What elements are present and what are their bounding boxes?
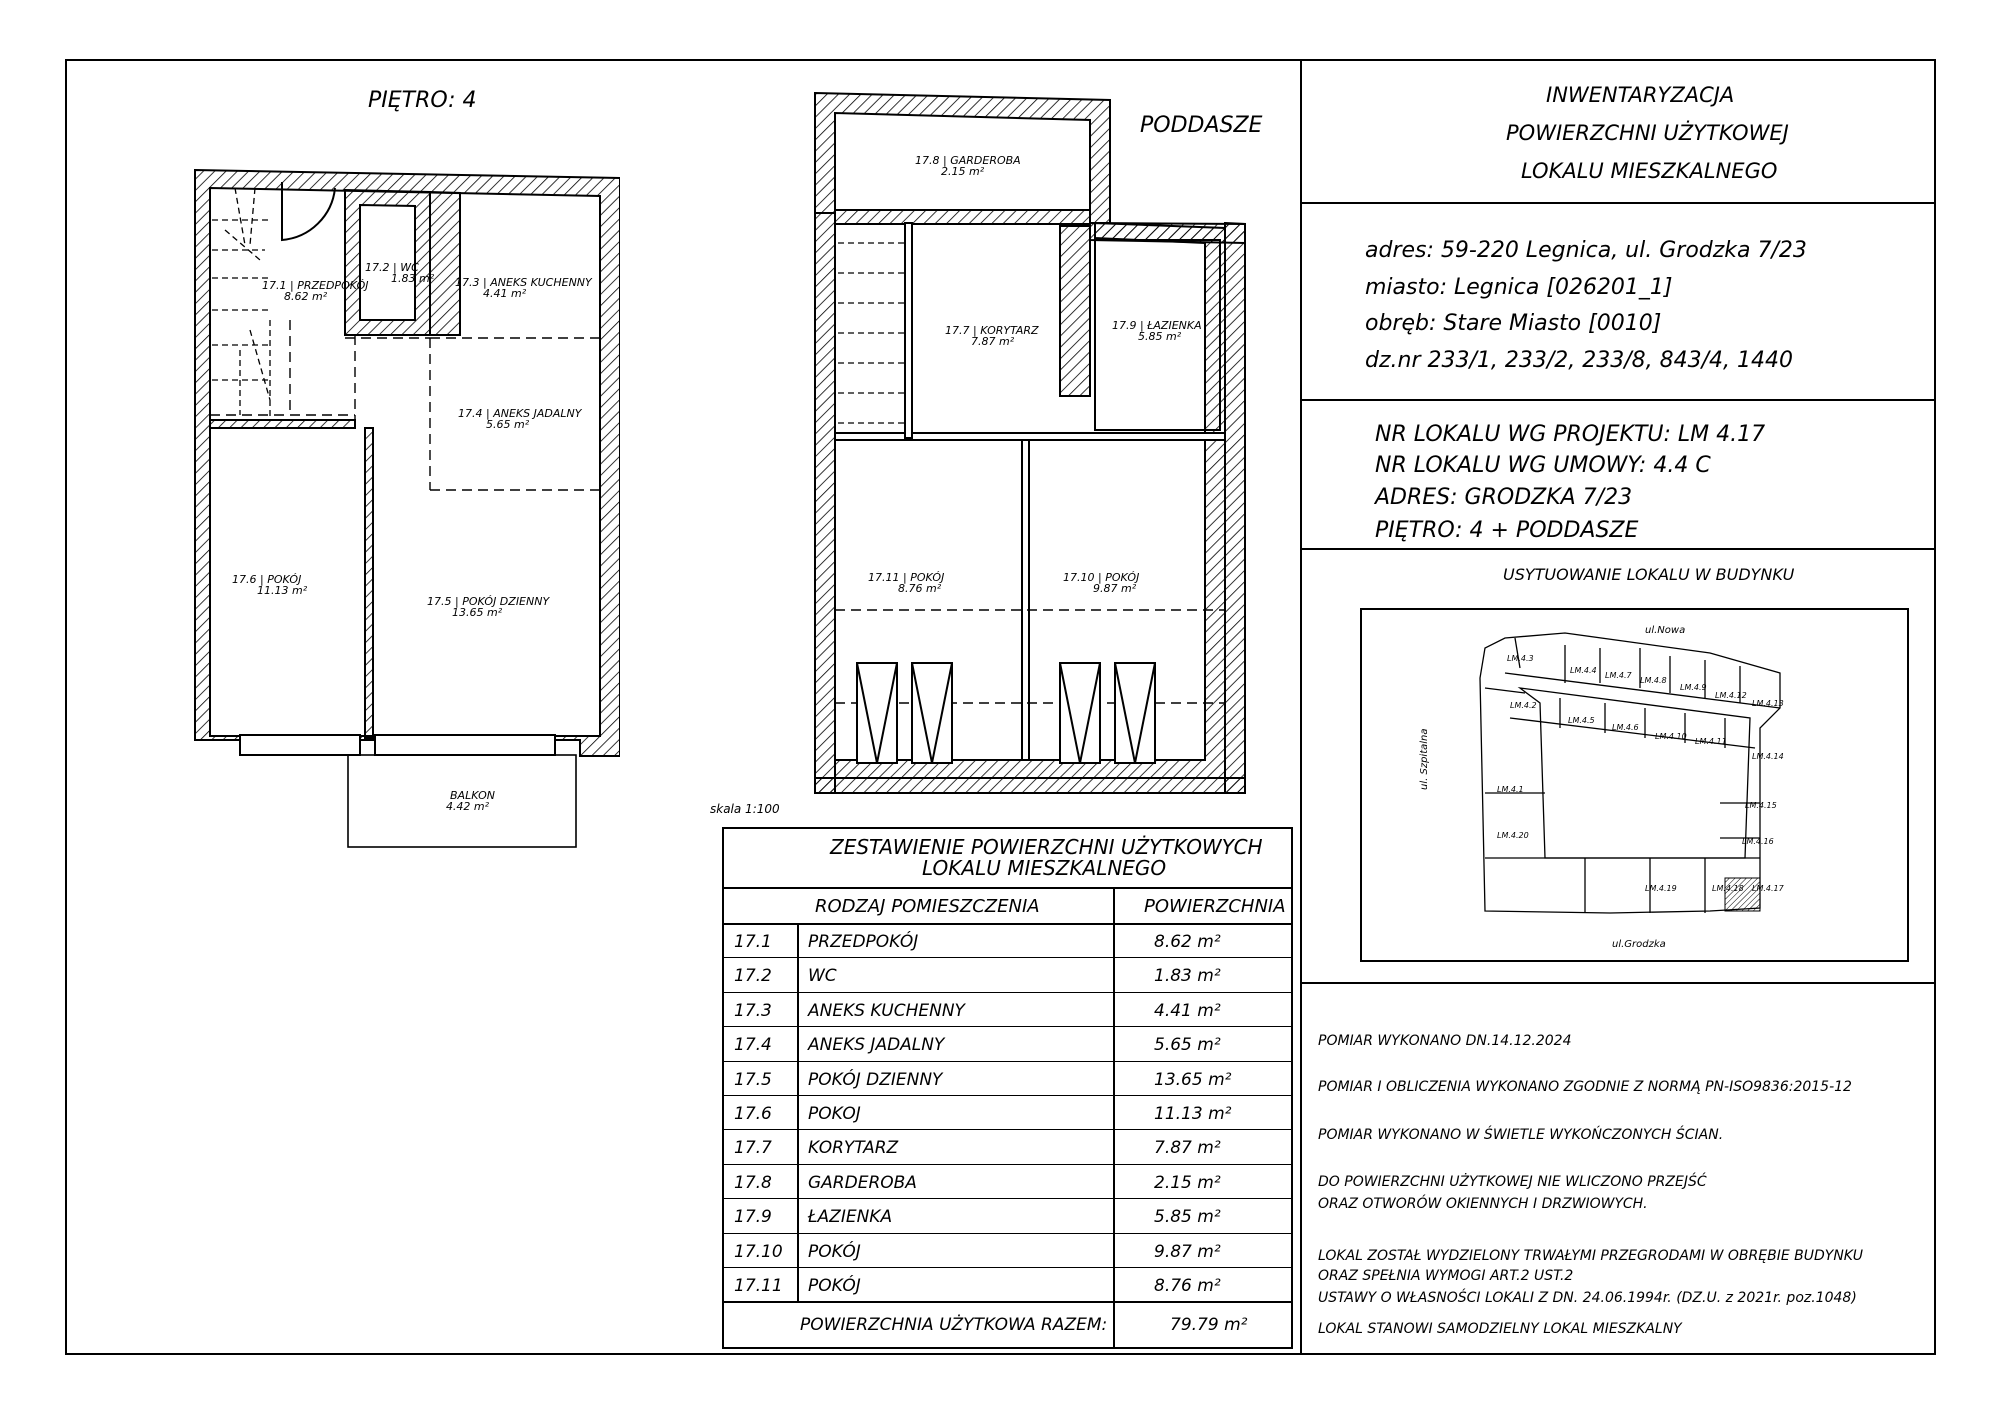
table-row (722, 1095, 1293, 1129)
room-num: 17.1 (262, 279, 287, 292)
table-cell-name: PRZEDPOKÓJ (808, 932, 919, 952)
table-cell-area: 2.15 m² (1154, 1172, 1221, 1193)
scale-label: skala 1:100 (710, 802, 780, 816)
note-3: POMIAR WYKONANO W ŚWIETLE WYKOŃCZONYCH ŚCIAN. (1318, 1127, 1724, 1143)
table-cell-num: 17.5 (734, 1069, 772, 1090)
unit-lm411: LM.4.11 (1695, 737, 1727, 746)
address-line-2: miasto: Legnica [026201_1] (1365, 275, 1673, 300)
table-cell-area: 4.41 m² (1154, 1000, 1221, 1021)
room-name: POKÓJ (267, 573, 302, 586)
wc-partition (430, 192, 460, 335)
unit-lm415: LM.4.15 (1745, 801, 1777, 810)
garderoba-floor-wall (835, 210, 1090, 224)
floor4-label: PIĘTRO: 4 (368, 88, 477, 113)
table-row (722, 957, 1293, 991)
room-17-8-label: 17.8 | GARDEROBA 2.15 m² (915, 154, 1021, 178)
table-row (722, 1267, 1293, 1301)
unit-line-3: ADRES: GRODZKA 7/23 (1375, 485, 1633, 510)
table-cell-area: 1.83 m² (1154, 966, 1221, 987)
room-num: 17.9 (1112, 319, 1137, 332)
room-area: 4.41 m² (483, 287, 527, 300)
room-17-2-label: 17.2 | WC 1.83 m² (365, 261, 435, 285)
table-cell-area: 9.87 m² (1154, 1241, 1221, 1262)
room-area: 13.65 m² (452, 606, 503, 619)
unit-line-4: PIĘTRO: 4 + PODDASZE (1375, 518, 1639, 543)
area-table (722, 827, 1293, 1349)
table-cell-num: 17.6 (734, 1104, 772, 1124)
note-9: LOKAL STANOWI SAMODZIELNY LOKAL MIESZKALNY (1318, 1321, 1682, 1337)
unit-lm43: LM.4.3 (1507, 654, 1534, 663)
unit-lm46: LM.4.6 (1612, 723, 1639, 732)
room-num: 17.7 (945, 324, 970, 337)
unit-lm418: LM.4.18 (1712, 884, 1744, 893)
unit-lm42: LM.4.2 (1510, 701, 1537, 710)
attic-right-wall (1225, 223, 1245, 793)
unit-lm416: LM.4.16 (1742, 837, 1774, 846)
table-col-type: RODZAJ POMIESZCZENIA (815, 896, 1040, 917)
balcony-name: BALKON (450, 789, 496, 802)
table-row (722, 1198, 1293, 1232)
street-south: ul.Grodzka (1612, 939, 1666, 950)
note-4: DO POWIERZCHNI UŻYTKOWEJ NIE WLICZONO PRZEJŚĆ (1318, 1174, 1707, 1190)
unit-line-1: NR LOKALU WG PROJEKTU: LM 4.17 (1375, 422, 1766, 447)
courtyard (1520, 688, 1750, 858)
table-cell-num: 17.11 (734, 1276, 783, 1296)
attic-left-wall (815, 213, 835, 793)
highlighted-unit (1725, 878, 1760, 911)
table-cell-num: 17.10 (734, 1241, 783, 1262)
table-cell-name: ANEKS KUCHENNY (808, 1000, 965, 1021)
room-area: 5.85 m² (1138, 330, 1182, 343)
table-line (722, 1301, 1293, 1303)
panel-line (1300, 548, 1936, 550)
floor4-outer-wall (195, 170, 620, 756)
room-17-1-label: 17.1 | PRZEDPOKÓJ 8.62 m² (262, 279, 369, 303)
table-cell-area: 8.62 m² (1154, 932, 1221, 952)
unit-lm49: LM.4.9 (1680, 683, 1707, 692)
room-17-6-label: 17.6 | POKÓJ 11.13 m² (232, 573, 308, 597)
wall-17-6-17-5 (365, 428, 373, 738)
table-cell-num: 17.7 (734, 1138, 772, 1159)
header-title-2: POWIERZCHNI UŻYTKOWEJ (1506, 121, 1789, 145)
table-cell-name: WC (808, 966, 837, 987)
unit-lm417: LM.4.17 (1752, 884, 1784, 893)
table-col-area: POWIERZCHNIA (1144, 896, 1286, 917)
table-cell-name: KORYTARZ (808, 1138, 899, 1159)
note-6: LOKAL ZOSTAŁ WYDZIELONY TRWAŁYMI PRZEGRODAMI W OBRĘBIE BUDYNKU (1318, 1248, 1863, 1264)
balcony-area: 4.42 m² (445, 800, 490, 813)
table-cell-num: 17.8 (734, 1172, 772, 1193)
unit-lm41: LM.4.1 (1497, 785, 1524, 794)
table-cell-num: 17.1 (734, 932, 772, 952)
table-cell-num: 17.9 (734, 1207, 772, 1228)
room-area: 1.83 m² (391, 272, 435, 285)
room-name: KORYTARZ (980, 324, 1039, 337)
unit-lm47: LM.4.7 (1605, 671, 1632, 680)
table-cell-num: 17.2 (734, 966, 772, 987)
address-line-3: obręb: Stare Miasto [0010] (1365, 311, 1662, 336)
attic-room-divider (835, 433, 1225, 440)
table-cell-name: ANEKS JADALNY (808, 1035, 945, 1056)
floor4-stairs (212, 188, 270, 420)
table-cell-name: GARDEROBA (808, 1172, 917, 1193)
room-name: WC (400, 261, 419, 274)
note-5: ORAZ OTWORÓW OKIENNYCH I DRZWIOWYCH. (1318, 1196, 1648, 1212)
unit-lm420: LM.4.20 (1497, 831, 1529, 840)
room-name: PRZEDPOKÓJ (297, 279, 369, 292)
location-map (1360, 608, 1909, 962)
unit-lm412: LM.4.12 (1715, 691, 1747, 700)
note-2: POMIAR I OBLICZENIA WYKONANO ZGODNIE Z NORMĄ PN-ISO9836:2015-12 (1318, 1079, 1852, 1095)
room-name: POKÓJ DZIENNY (462, 595, 550, 608)
unit-line-2: NR LOKALU WG UMOWY: 4.4 C (1375, 453, 1711, 478)
unit-lm48: LM.4.8 (1640, 676, 1667, 685)
table-total-value: 79.79 m² (1170, 1315, 1248, 1335)
table-row (722, 1026, 1293, 1060)
table-cell-name: POKOJ (808, 1104, 861, 1124)
table-row (722, 1061, 1293, 1095)
room-area: 5.65 m² (486, 418, 530, 431)
unit-lm44: LM.4.4 (1570, 666, 1597, 675)
room-name: POKÓJ (910, 571, 945, 584)
room-17-9-label: 17.9 | ŁAZIENKA 5.85 m² (1112, 319, 1202, 343)
room-17-4-label: 17.4 | ANEKS JADALNY 5.65 m² (458, 407, 582, 431)
table-row (722, 1233, 1293, 1267)
table-cell-name: POKÓJ DZIENNY (808, 1069, 943, 1090)
room-name: POKÓJ (1105, 571, 1140, 584)
room-area: 11.13 m² (257, 584, 308, 597)
room-name: ŁAZIENKA (1147, 319, 1202, 332)
table-line (722, 887, 1293, 889)
room-area: 2.15 m² (941, 165, 985, 178)
unit-lm410: LM.4.10 (1655, 732, 1687, 741)
room-17-3-label: 17.3 | ANEKS KUCHENNY 4.41 m² (455, 276, 592, 300)
address-line-1: adres: 59-220 Legnica, ul. Grodzka 7/23 (1365, 238, 1807, 263)
room-17-11-label: 17.11 | POKÓJ 8.76 m² (868, 571, 945, 595)
table-cell-name: POKÓJ (808, 1276, 861, 1296)
table-cell-area: 5.85 m² (1154, 1207, 1221, 1228)
panel-line (1300, 399, 1936, 401)
panel-line (1300, 202, 1936, 204)
address-line-4: dz.nr 233/1, 233/2, 233/8, 843/4, 1440 (1365, 348, 1794, 373)
note-1: POMIAR WYKONANO DN.14.12.2024 (1318, 1033, 1572, 1049)
unit-lm413: LM.4.13 (1752, 699, 1784, 708)
unit-lm45: LM.4.5 (1568, 716, 1595, 725)
room-num: 17.10 (1063, 571, 1095, 584)
room-area: 8.76 m² (898, 582, 942, 595)
table-cell-num: 17.4 (734, 1035, 772, 1056)
table-row (722, 1164, 1293, 1198)
window-17-6 (240, 735, 360, 755)
stairs-wall (905, 223, 912, 438)
location-title: USYTUOWANIE LOKALU W BUDYNKU (1503, 565, 1795, 584)
room-area: 7.87 m² (971, 335, 1015, 348)
room-17-5-label: 17.5 | POKÓJ DZIENNY 13.65 m² (427, 595, 550, 619)
room-17-7-label: 17.7 | KORYTARZ 7.87 m² (945, 324, 1039, 348)
room-name: GARDEROBA (950, 154, 1021, 167)
table-title-line1: ZESTAWIENIE POWIERZCHNI UŻYTKOWYCH (830, 835, 1263, 859)
table-row (722, 923, 1293, 957)
panel-divider (1300, 59, 1302, 1355)
header-title-3: LOKALU MIESZKALNEGO (1521, 159, 1778, 183)
room-17-10-label: 17.10 | POKÓJ 9.87 m² (1063, 571, 1140, 595)
panel-line (1300, 982, 1936, 984)
table-cell-name: POKÓJ (808, 1241, 861, 1262)
attic-stairs (838, 243, 905, 423)
room-num: 17.2 (365, 261, 390, 274)
note-7: ORAZ SPEŁNIA WYMOGI ART.2 UST.2 (1318, 1268, 1574, 1284)
floor4-room-boundaries (210, 320, 600, 490)
table-cell-area: 13.65 m² (1154, 1069, 1232, 1090)
room-num: 17.5 (427, 595, 452, 608)
room-area: 8.62 m² (284, 290, 328, 303)
table-cell-area: 11.13 m² (1154, 1104, 1232, 1124)
table-row (722, 992, 1293, 1026)
window-17-5 (375, 735, 555, 755)
room-num: 17.8 (915, 154, 940, 167)
room-num: 17.11 (868, 571, 900, 584)
note-8: USTAWY O WŁASNOŚCI LOKALI Z DN. 24.06.1994r. (DZ.U. z 2021r. poz.1048) (1318, 1290, 1857, 1306)
table-cell-name: ŁAZIENKA (808, 1207, 893, 1228)
wall-17-1-17-6 (210, 420, 355, 428)
unit-lm414: LM.4.14 (1752, 752, 1784, 761)
table-cell-area: 7.87 m² (1154, 1138, 1221, 1159)
street-west: ul. Szpitalna (1419, 728, 1430, 790)
attic-label: PODDASZE (1140, 113, 1263, 138)
street-north: ul.Nowa (1645, 625, 1686, 636)
table-title-line2: LOKALU MIESZKALNEGO (922, 856, 1167, 880)
skylights (857, 663, 1155, 763)
room-area: 9.87 m² (1093, 582, 1137, 595)
attic-plan (810, 88, 1250, 803)
unit-lm419: LM.4.19 (1645, 884, 1677, 893)
balcony-label (440, 790, 495, 812)
table-cell-area: 5.65 m² (1154, 1035, 1221, 1056)
attic-bottom-wall (815, 778, 1245, 793)
table-cell-area: 8.76 m² (1154, 1276, 1221, 1296)
room-name: ANEKS JADALNY (493, 407, 582, 420)
table-row (722, 1129, 1293, 1163)
table-cell-num: 17.3 (734, 1000, 772, 1021)
korytarz-partition (1060, 226, 1090, 396)
room-name: ANEKS KUCHENNY (490, 276, 592, 289)
room-num: 17.4 (458, 407, 483, 420)
attic-pokoj-divider (1022, 440, 1029, 760)
table-total-label: POWIERZCHNIA UŻYTKOWA RAZEM: (800, 1315, 1108, 1335)
room-num: 17.6 (232, 573, 257, 586)
room-num: 17.3 (455, 276, 480, 289)
header-title-1: INWENTARYZACJA (1546, 83, 1735, 107)
